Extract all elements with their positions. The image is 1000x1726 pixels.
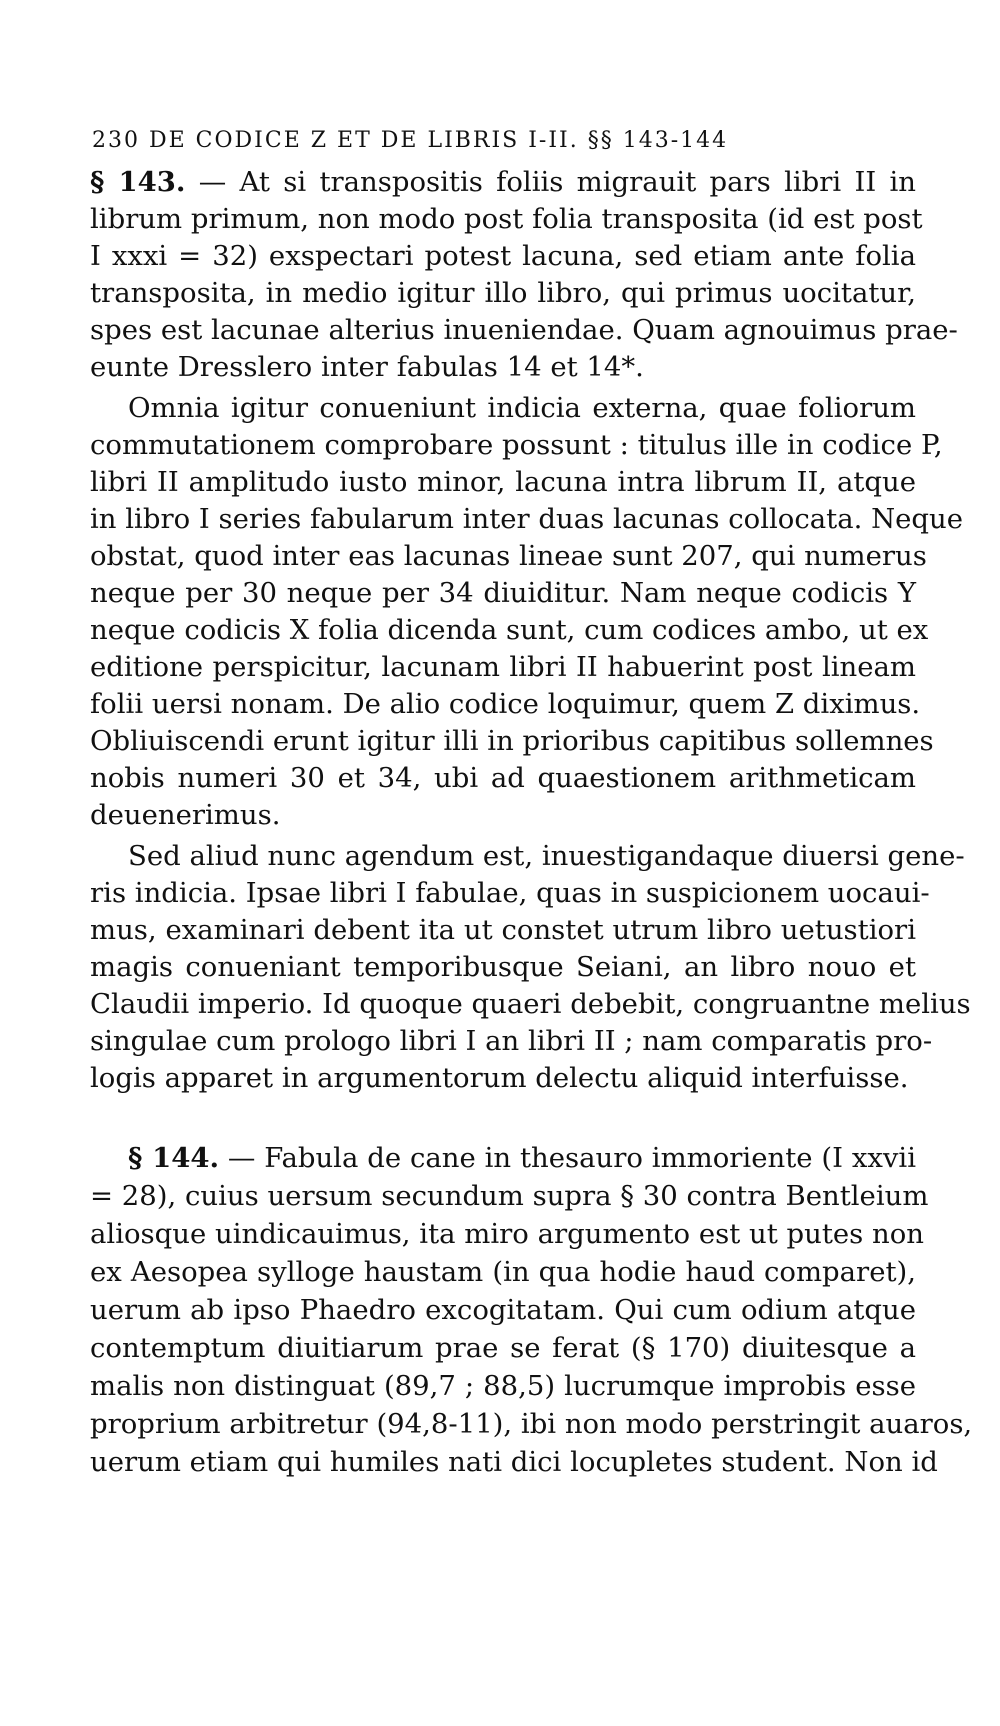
text-line xyxy=(90,1140,916,1176)
text-line: commutationem comprobare possunt : titulus ille in codice P, xyxy=(90,429,943,461)
text-line: folii uersi nonam. De alio codice loquimur, quem Z diximus. xyxy=(90,688,921,720)
text-line: ris indicia. Ipsae libri I fabulae, quas in suspicionem uocaui- xyxy=(90,877,930,909)
text-line: deuenerimus. xyxy=(90,799,281,831)
section-marker: § 144. xyxy=(128,1142,220,1174)
text-line: singulae cum prologo libri I an libri II ; nam comparatis pro- xyxy=(90,1025,933,1057)
text-line: transposita, in medio igitur illo libro, qui primus uocitatur, xyxy=(90,277,916,309)
text-line: Claudii imperio. Id quoque quaeri debebit, congruantne melius xyxy=(90,988,971,1020)
text-line: aliosque uindicauimus, ita miro argumento est ut putes non xyxy=(90,1218,925,1250)
text-line-rest: — At si transpositis foliis migrauit pars libri II in xyxy=(198,166,916,198)
text-line: contemptum diuitiarum prae se ferat (§ 170) diuitesque a xyxy=(90,1332,916,1364)
running-head: 230 DE CODICE Z ET DE LIBRIS I-II. §§ 143-144 xyxy=(92,128,729,153)
section-marker: § 143. xyxy=(90,166,186,198)
text-line: malis non distinguat (89,7 ; 88,5) lucrumque improbis esse xyxy=(90,1370,916,1402)
text-line: logis apparet in argumentorum delectu aliquid interfuisse. xyxy=(90,1062,909,1094)
text-line: uerum etiam qui humiles nati dici locupletes student. Non id xyxy=(90,1446,938,1478)
text-line: I xxxi = 32) exspectari potest lacuna, sed etiam ante folia xyxy=(90,240,916,272)
text-line: neque per 30 neque per 34 diuiditur. Nam neque codicis Y xyxy=(90,577,916,609)
text-line: uerum ab ipso Phaedro excogitatam. Qui cum odium atque xyxy=(90,1294,916,1326)
text-line: spes est lacunae alterius inueniendae. Quam agnouimus prae- xyxy=(90,314,958,346)
text-line: proprium arbitretur (94,8-11), ibi non modo perstringit auaros, xyxy=(90,1408,973,1440)
text-line: mus, examinari debent ita ut constet utrum libro uetustiori xyxy=(90,914,916,946)
text-line: eunte Dresslero inter fabulas 14 et 14*. xyxy=(90,351,644,383)
text-line: ex Aesopea sylloge haustam (in qua hodie haud comparet), xyxy=(90,1256,916,1288)
text-line: in libro I series fabularum inter duas lacunas collocata. Neque xyxy=(90,503,964,535)
text-line: neque codicis X folia dicenda sunt, cum codices ambo, ut ex xyxy=(90,614,929,646)
text-line: librum primum, non modo post folia transposita (id est post xyxy=(90,203,923,235)
text-line xyxy=(90,164,916,200)
text-line-rest: — Fabula de cane in thesauro immoriente (I xxvii xyxy=(227,1142,916,1174)
text-line: libri II amplitudo iusto minor, lacuna intra librum II, atque xyxy=(90,466,916,498)
text-line: nobis numeri 30 et 34, ubi ad quaestionem arithmeticam xyxy=(90,762,916,794)
text-line: Omnia igitur conueniunt indicia externa, quae foliorum xyxy=(128,392,916,424)
text-line: Sed aliud nunc agendum est, inuestigandaque diuersi gene- xyxy=(128,840,965,872)
text-line: magis conueniant temporibusque Seiani, an libro nouo et xyxy=(90,951,916,983)
text-line: obstat, quod inter eas lacunas lineae sunt 207, qui numerus xyxy=(90,540,927,572)
text-line: = 28), cuius uersum secundum supra § 30 contra Bentleium xyxy=(90,1180,929,1212)
text-line: editione perspicitur, lacunam libri II habuerint post lineam xyxy=(90,651,916,683)
text-line: Obliuiscendi erunt igitur illi in prioribus capitibus sollemnes xyxy=(90,725,934,757)
